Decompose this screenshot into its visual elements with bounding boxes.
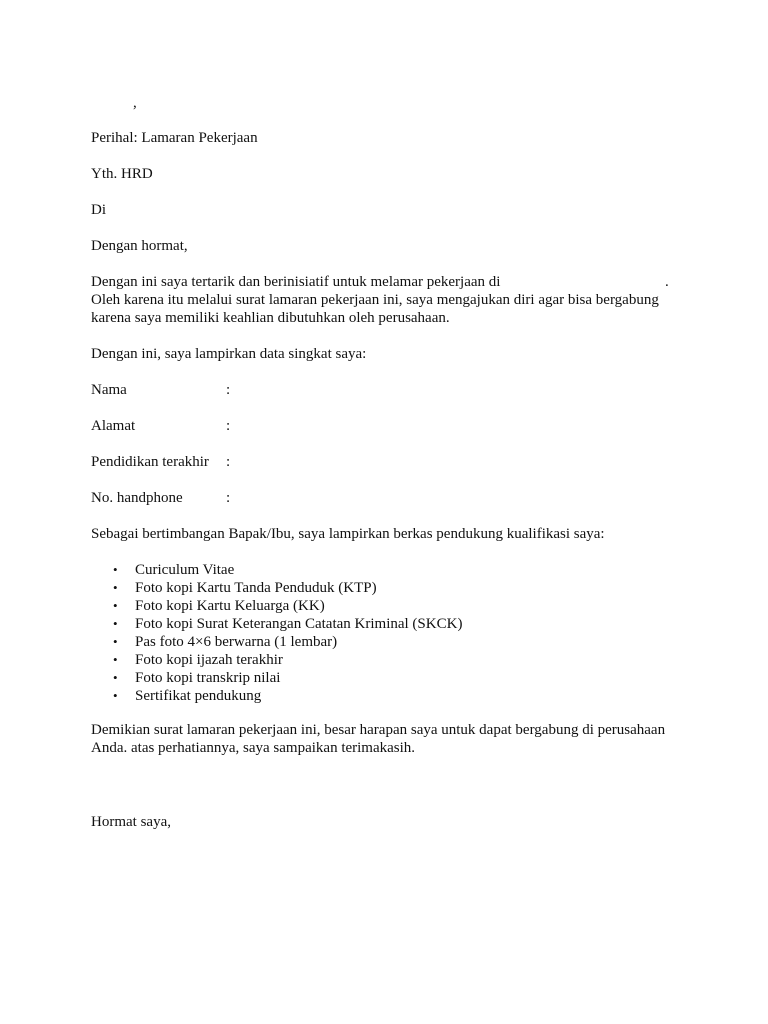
bullet-icon: • bbox=[113, 598, 118, 613]
list-item bbox=[91, 633, 462, 651]
bullet-icon: • bbox=[113, 580, 118, 595]
bullet-icon: • bbox=[113, 634, 118, 649]
bullet-icon: • bbox=[113, 562, 118, 577]
list-item-label: Curiculum Vitae bbox=[135, 562, 235, 578]
closing-line-1: Demikian surat lamaran pekerjaan ini, besar harapan saya untuk dapat bergabung di perusahaan bbox=[91, 722, 666, 738]
list-item bbox=[91, 561, 462, 579]
bullet-icon: • bbox=[113, 688, 118, 703]
list-item-label: Foto kopi Surat Keterangan Catatan Kriminal (SKCK) bbox=[135, 616, 463, 632]
intro-line-1: Dengan ini saya tertarik dan berinisiatif untuk melamar pekerjaan di bbox=[91, 274, 501, 290]
list-item bbox=[91, 597, 462, 615]
field-label-nama: Nama bbox=[91, 382, 127, 398]
list-item-label: Sertifikat pendukung bbox=[135, 688, 262, 704]
bullet-icon: • bbox=[113, 670, 118, 685]
list-item-label: Foto kopi Kartu Keluarga (KK) bbox=[135, 598, 325, 614]
list-item-label: Foto kopi transkrip nilai bbox=[135, 670, 281, 686]
bullet-icon: • bbox=[113, 652, 118, 667]
signoff-line: Hormat saya, bbox=[91, 814, 171, 830]
closing-line-2: Anda. atas perhatiannya, saya sampaikan terimakasih. bbox=[91, 740, 416, 756]
data-intro-line: Dengan ini, saya lampirkan data singkat saya: bbox=[91, 346, 367, 362]
list-item bbox=[91, 687, 462, 705]
intro-line-3: karena saya memiliki keahlian dibutuhkan oleh perusahaan. bbox=[91, 310, 450, 326]
intro-trailing-dot: . bbox=[665, 274, 669, 290]
greeting-line: Dengan hormat, bbox=[91, 238, 188, 254]
list-item-label: Foto kopi Kartu Tanda Penduduk (KTP) bbox=[135, 580, 377, 596]
bullet-icon: • bbox=[113, 616, 118, 631]
list-item bbox=[91, 579, 462, 597]
list-item bbox=[91, 615, 462, 633]
field-colon-handphone: : bbox=[226, 490, 231, 506]
attachments-intro-line: Sebagai bertimbangan Bapak/Ibu, saya lampirkan berkas pendukung kualifikasi saya: bbox=[91, 526, 605, 542]
date-comma: , bbox=[133, 95, 137, 111]
field-label-alamat: Alamat bbox=[91, 418, 136, 434]
field-label-pendidikan: Pendidikan terakhir bbox=[91, 454, 209, 470]
list-item bbox=[91, 651, 462, 669]
recipient-line: Yth. HRD bbox=[91, 166, 153, 182]
attachments-list bbox=[91, 561, 462, 705]
field-colon-alamat: : bbox=[226, 418, 231, 434]
subject-line: Perihal: Lamaran Pekerjaan bbox=[91, 130, 258, 146]
field-label-handphone: No. handphone bbox=[91, 490, 183, 506]
location-line: Di bbox=[91, 202, 106, 218]
list-item bbox=[91, 669, 462, 687]
field-colon-nama: : bbox=[226, 382, 231, 398]
intro-line-2: Oleh karena itu melalui surat lamaran pekerjaan ini, saya mengajukan diri agar bisa bergabung bbox=[91, 292, 659, 308]
field-colon-pendidikan: : bbox=[226, 454, 231, 470]
list-item-label: Foto kopi ijazah terakhir bbox=[135, 652, 283, 668]
list-item-label: Pas foto 4×6 berwarna (1 lembar) bbox=[135, 634, 338, 650]
